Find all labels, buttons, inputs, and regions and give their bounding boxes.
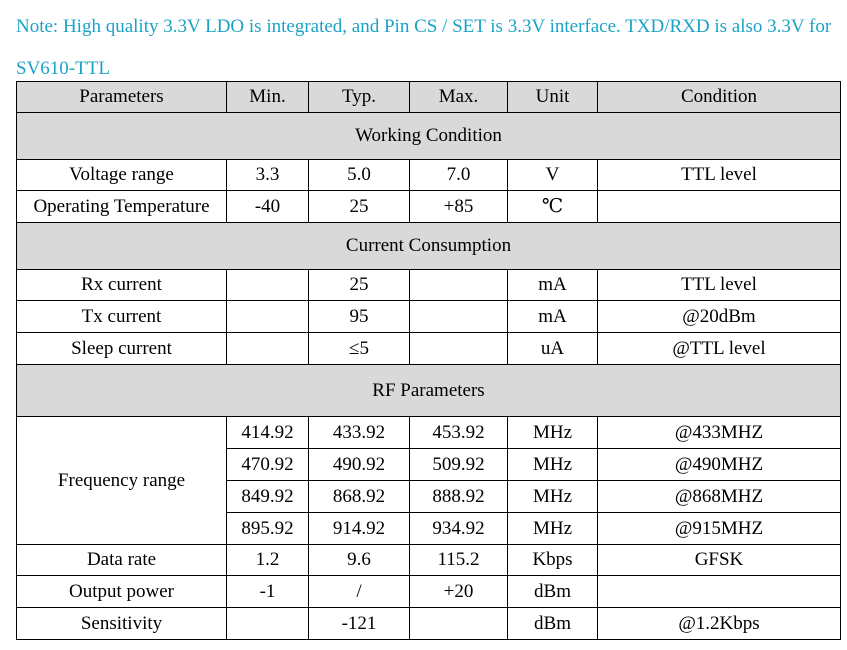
cell-max	[410, 608, 508, 640]
section-row-current-consumption	[17, 223, 841, 270]
cell-condition: @TTL level	[598, 333, 841, 365]
table-row-voltage-range	[17, 160, 841, 191]
cell-min: 470.92	[227, 449, 309, 481]
cell-condition: @1.2Kbps	[598, 608, 841, 640]
cell-max: 934.92	[410, 513, 508, 545]
cell-condition: @868MHZ	[598, 481, 841, 513]
cell-parameter-frequency-range: Frequency range	[17, 417, 227, 545]
cell-min: 414.92	[227, 417, 309, 449]
cell-unit: MHz	[508, 481, 598, 513]
cell-typ: ≤5	[309, 333, 410, 365]
cell-typ: 490.92	[309, 449, 410, 481]
table-row-sensitivity	[17, 608, 841, 640]
cell-min: 1.2	[227, 545, 309, 576]
cell-unit: dBm	[508, 576, 598, 608]
cell-min	[227, 301, 309, 333]
cell-unit: uA	[508, 333, 598, 365]
cell-condition: @433MHZ	[598, 417, 841, 449]
section-title-working-condition: Working Condition	[17, 113, 841, 160]
header-cell-parameters: Parameters	[17, 82, 227, 113]
cell-parameter: Output power	[17, 576, 227, 608]
cell-max: 115.2	[410, 545, 508, 576]
cell-min: 3.3	[227, 160, 309, 191]
cell-min: -1	[227, 576, 309, 608]
header-cell-max: Max.	[410, 82, 508, 113]
section-row-rf-parameters	[17, 365, 841, 417]
cell-max	[410, 270, 508, 301]
cell-unit: MHz	[508, 417, 598, 449]
cell-min: 895.92	[227, 513, 309, 545]
cell-min	[227, 333, 309, 365]
cell-condition: TTL level	[598, 160, 841, 191]
cell-typ: 25	[309, 191, 410, 223]
header-cell-condition: Condition	[598, 82, 841, 113]
table-row-tx-current	[17, 301, 841, 333]
table-row-operating-temperature	[17, 191, 841, 223]
header-cell-typ: Typ.	[309, 82, 410, 113]
cell-min: -40	[227, 191, 309, 223]
cell-parameter: Tx current	[17, 301, 227, 333]
cell-max: 888.92	[410, 481, 508, 513]
table-row-output-power	[17, 576, 841, 608]
cell-unit: mA	[508, 301, 598, 333]
cell-condition	[598, 191, 841, 223]
cell-min	[227, 270, 309, 301]
cell-condition: @915MHZ	[598, 513, 841, 545]
cell-typ: 5.0	[309, 160, 410, 191]
cell-max: 509.92	[410, 449, 508, 481]
cell-parameter: Sleep current	[17, 333, 227, 365]
table-row-data-rate	[17, 545, 841, 576]
cell-unit: ℃	[508, 191, 598, 223]
note-text: Note: High quality 3.3V LDO is integrated, and Pin CS / SET is 3.3V interface. TXD/RXD is also 3.3V for SV610-TTL	[16, 16, 832, 79]
cell-max: +85	[410, 191, 508, 223]
cell-typ: /	[309, 576, 410, 608]
cell-typ: 9.6	[309, 545, 410, 576]
cell-unit: Kbps	[508, 545, 598, 576]
section-title-current-consumption: Current Consumption	[17, 223, 841, 270]
table-row-sleep-current	[17, 333, 841, 365]
cell-max: 453.92	[410, 417, 508, 449]
cell-max	[410, 333, 508, 365]
cell-typ: 95	[309, 301, 410, 333]
cell-max: 7.0	[410, 160, 508, 191]
table-row-rx-current	[17, 270, 841, 301]
section-title-rf-parameters: RF Parameters	[17, 365, 841, 417]
section-row-working-condition	[17, 113, 841, 160]
cell-unit: dBm	[508, 608, 598, 640]
cell-condition: TTL level	[598, 270, 841, 301]
cell-unit: mA	[508, 270, 598, 301]
cell-max: +20	[410, 576, 508, 608]
cell-parameter: Operating Temperature	[17, 191, 227, 223]
cell-unit: MHz	[508, 449, 598, 481]
cell-condition: @20dBm	[598, 301, 841, 333]
cell-condition	[598, 576, 841, 608]
cell-typ: -121	[309, 608, 410, 640]
cell-typ: 433.92	[309, 417, 410, 449]
specification-table	[16, 81, 841, 640]
cell-parameter: Rx current	[17, 270, 227, 301]
table-row-frequency-range	[17, 417, 841, 449]
cell-parameter: Voltage range	[17, 160, 227, 191]
cell-typ: 868.92	[309, 481, 410, 513]
table-header-row	[17, 82, 841, 113]
cell-min	[227, 608, 309, 640]
cell-parameter: Sensitivity	[17, 608, 227, 640]
header-cell-min: Min.	[227, 82, 309, 113]
cell-max	[410, 301, 508, 333]
cell-condition: @490MHZ	[598, 449, 841, 481]
cell-unit: MHz	[508, 513, 598, 545]
cell-typ: 25	[309, 270, 410, 301]
cell-min: 849.92	[227, 481, 309, 513]
cell-unit: V	[508, 160, 598, 191]
cell-condition: GFSK	[598, 545, 841, 576]
header-cell-unit: Unit	[508, 82, 598, 113]
cell-typ: 914.92	[309, 513, 410, 545]
cell-parameter: Data rate	[17, 545, 227, 576]
